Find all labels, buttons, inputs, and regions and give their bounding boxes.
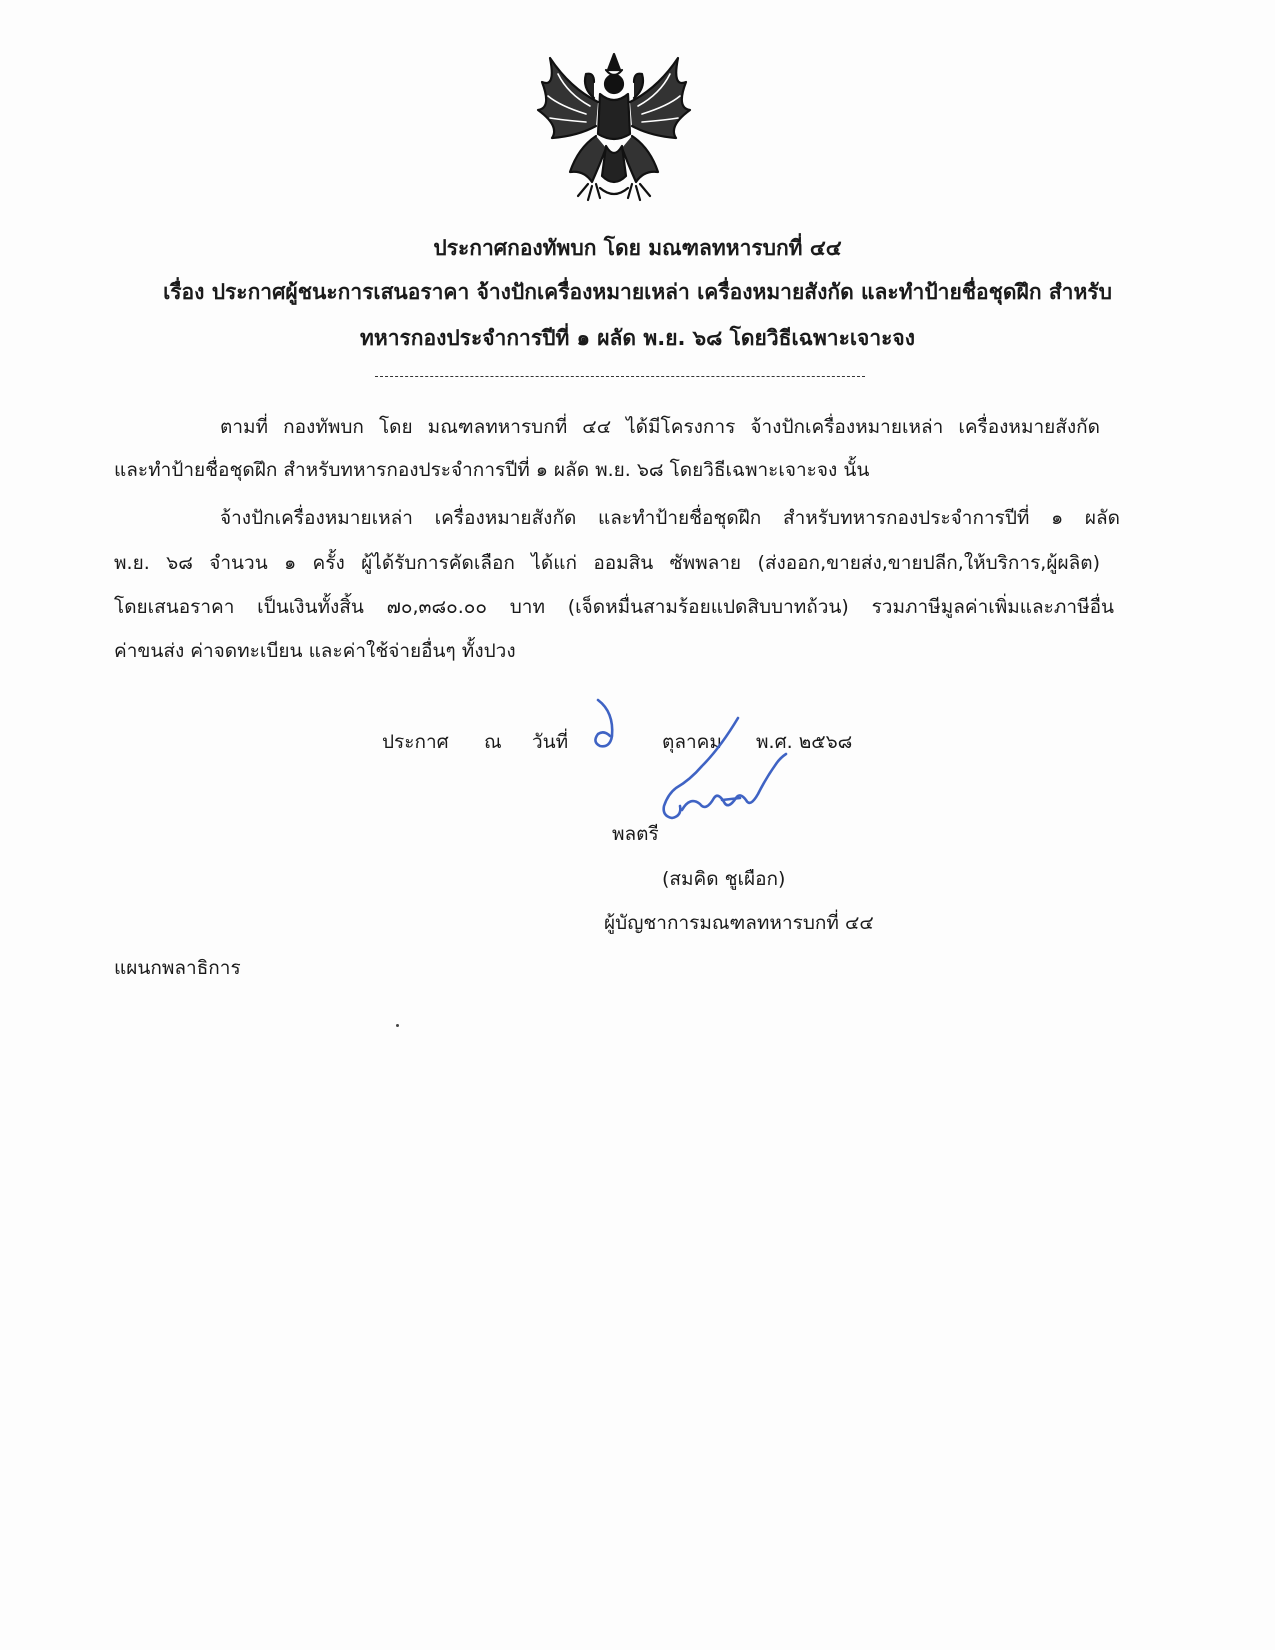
subject-line-1: เรื่อง ประกาศผู้ชนะการเสนอราคา จ้างปักเครื่องหมายเหล่า เครื่องหมายสังกัด และทำป้ายชื่อชุดฝึก สำหรับ [163, 280, 1112, 304]
paragraph-1-line-1: ตามที่ กองทัพบก โดย มณฑลทหารบกที่ ๔๔ ได้มีโครงการ จ้างปักเครื่องหมายเหล่า เครื่องหมายสังกัด [220, 416, 1100, 438]
subject-line-2: ทหารกองประจำการปีที่ ๑ ผลัด พ.ย. ๖๘ โดยวิธีเฉพาะเจาะจง [360, 326, 915, 350]
scan-speck [396, 1024, 399, 1027]
signer-position: ผู้บัญชาการมณฑลทหารบกที่ ๔๔ [604, 912, 874, 934]
handwritten-day [595, 700, 612, 746]
paragraph-2-line-3: โดยเสนอราคา เป็นเงินทั้งสิ้น ๗๐,๓๘๐.๐๐ บาท (เจ็ดหมื่นสามร้อยแปดสิบบาทถ้วน) รวมภาษีมูลค่าเพิ่มและภาษีอื่น [114, 596, 1114, 618]
department-label: แผนกพลาธิการ [114, 957, 241, 979]
signer-name: (สมคิด ชูเผือก) [662, 868, 786, 890]
date-prefix: ประกาศ [382, 731, 449, 753]
date-year: พ.ศ. ๒๕๖๘ [756, 731, 853, 753]
paragraph-2-line-2: พ.ย. ๖๘ จำนวน ๑ ครั้ง ผู้ได้รับการคัดเลือก ได้แก่ ออมสิน ซัพพลาย (ส่งออก,ขายส่ง,ขายปลีก,ให้บริการ,ผู้ผลิต) [114, 552, 1100, 574]
divider [375, 376, 865, 377]
signer-rank: พลตรี [612, 823, 659, 845]
announcement-title: ประกาศกองทัพบก โดย มณฑลทหารบกที่ ๔๔ [433, 236, 842, 260]
paragraph-2-line-1: จ้างปักเครื่องหมายเหล่า เครื่องหมายสังกัด และทำป้ายชื่อชุดฝึก สำหรับทหารกองประจำการปีที่ ๑ ผลัด [220, 507, 1120, 529]
garuda-emblem-icon [530, 48, 698, 206]
date-at: ณ [484, 731, 502, 753]
date-month: ตุลาคม [662, 731, 722, 753]
paragraph-1-line-2: และทำป้ายชื่อชุดฝึก สำหรับทหารกองประจำการปีที่ ๑ ผลัด พ.ย. ๖๘ โดยวิธีเฉพาะเจาะจง นั้น [114, 459, 870, 481]
date-day-label: วันที่ [532, 731, 569, 753]
paragraph-2-line-4: ค่าขนส่ง ค่าจดทะเบียน และค่าใช้จ่ายอื่นๆ ทั้งปวง [114, 640, 516, 662]
